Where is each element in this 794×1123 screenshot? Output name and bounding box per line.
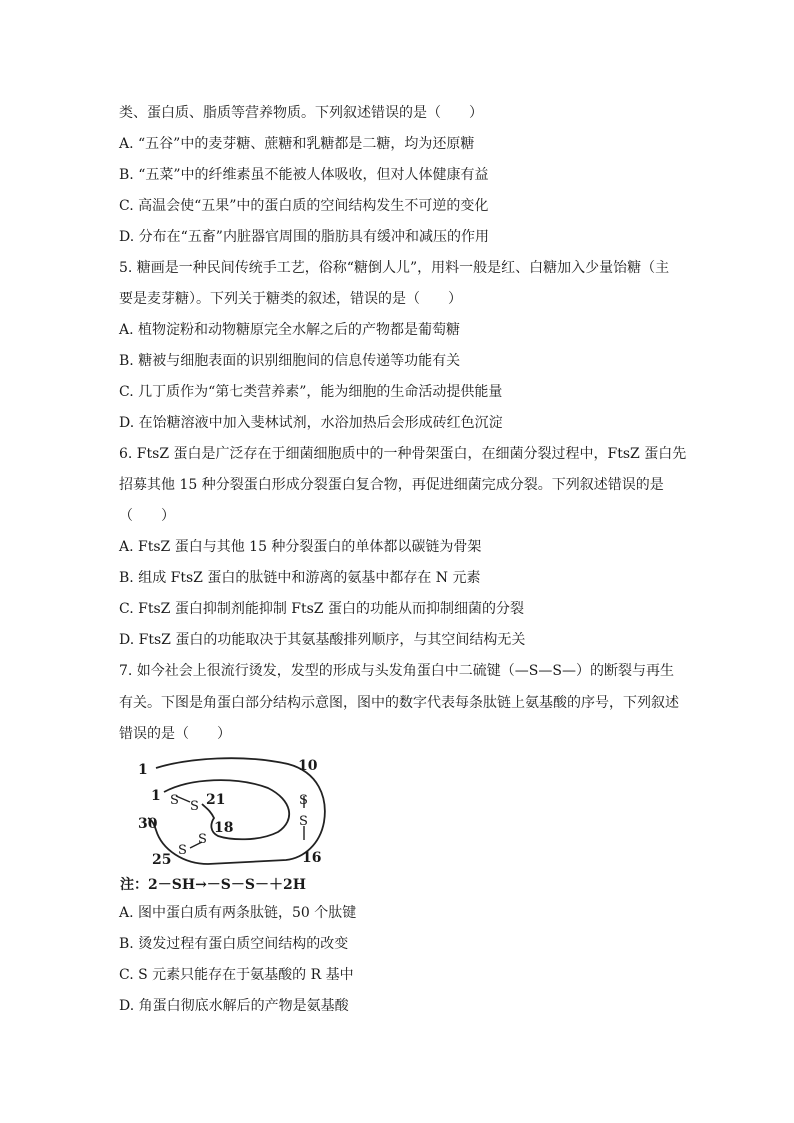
q7-option-d: D. 角蛋白彻底水解后的产物是氨基酸: [119, 998, 349, 1014]
outer-peptide-chain: [148, 758, 325, 864]
q6-stem-line-3: （ ）: [119, 508, 175, 524]
sulfur-atom: S: [299, 793, 308, 808]
q4-option-b: B. “五菜”中的纤维素虽不能被人体吸收，但对人体健康有益: [119, 167, 489, 183]
label-residue-25: 25: [152, 852, 172, 868]
sulfur-atom: S: [198, 832, 207, 847]
q4-option-c: C. 高温会使“五果”中的蛋白质的空间结构发生不可逆的变化: [119, 198, 489, 214]
label-residue-18: 18: [214, 820, 234, 836]
q5-option-d: D. 在饴糖溶液中加入斐林试剂，水浴加热后会形成砖红色沉淀: [119, 415, 503, 431]
sulfur-atom: S: [170, 793, 179, 808]
q7-stem-line-1: 7. 如今社会上很流行烫发，发型的形成与头发角蛋白中二硫键（—S—S—）的断裂与再生: [119, 663, 674, 679]
q6-option-c: C. FtsZ 蛋白抑制剂能抑制 FtsZ 蛋白的功能从而抑制细菌的分裂: [119, 601, 524, 617]
sulfur-atom: S: [190, 799, 199, 814]
keratin-structure-figure: [118, 752, 350, 894]
q7-option-b: B. 烫发过程有蛋白质空间结构的改变: [119, 936, 349, 952]
q7-option-a: A. 图中蛋白质有两条肽链，50 个肽键: [119, 905, 357, 921]
q4-option-d: D. 分布在“五畜”内脏器官周围的脂肪具有缓冲和减压的作用: [119, 229, 489, 245]
q6-option-a: A. FtsZ 蛋白与其他 15 种分裂蛋白的单体都以碳链为骨架: [119, 539, 482, 555]
q7-stem-line-3: 错误的是（ ）: [119, 726, 231, 742]
q5-option-a: A. 植物淀粉和动物糖原完全水解之后的产物都是葡萄糖: [119, 322, 461, 338]
label-residue-30: 30: [138, 816, 158, 832]
sulfur-atom: S: [299, 814, 308, 829]
q7-option-c: C. S 元素只能存在于氨基酸的 R 基中: [119, 967, 354, 983]
sulfur-atom: S: [178, 843, 187, 858]
q7-stem-line-2: 有关。下图是角蛋白部分结构示意图，图中的数字代表每条肽链上氨基酸的序号，下列叙述: [119, 695, 679, 711]
label-residue-21: 21: [206, 792, 226, 808]
label-inner-start: 1: [151, 788, 161, 804]
q5-stem-line-1: 5. 糖画是一种民间传统手工艺，俗称“糖倒人儿”，用料一般是红、白糖加入少量饴糖（主: [119, 260, 670, 276]
q6-stem-line-1: 6. FtsZ 蛋白是广泛存在于细菌细胞质中的一种骨架蛋白，在细菌分裂过程中，FtsZ 蛋白先: [119, 446, 687, 462]
q6-stem-line-2: 招募其他 15 种分裂蛋白形成分裂蛋白复合物，再促进细菌完成分裂。下列叙述错误的是: [119, 477, 664, 493]
label-residue-10: 10: [298, 758, 318, 774]
q4-option-a: A. “五谷”中的麦芽糖、蔗糖和乳糖都是二糖，均为还原糖: [119, 136, 475, 152]
label-residue-16: 16: [302, 850, 322, 866]
figure-note: 注：2－SH→－S－S－＋2H: [120, 877, 306, 893]
q5-stem-line-2: 要是麦芽糖）。下列关于糖类的叙述，错误的是（ ）: [119, 291, 462, 307]
q5-option-c: C. 几丁质作为“第七类营养素”，能为细胞的生命活动提供能量: [119, 384, 503, 400]
label-chain-start: 1: [138, 762, 148, 778]
q6-option-d: D. FtsZ 蛋白的功能取决于其氨基酸排列顺序，与其空间结构无关: [119, 632, 526, 648]
q4-stem-tail: 类、蛋白质、脂质等营养物质。下列叙述错误的是（ ）: [119, 105, 483, 121]
q6-option-b: B. 组成 FtsZ 蛋白的肽链中和游离的氨基中都存在 N 元素: [119, 570, 481, 586]
q5-option-b: B. 糖被与细胞表面的识别细胞间的信息传递等功能有关: [119, 353, 461, 369]
